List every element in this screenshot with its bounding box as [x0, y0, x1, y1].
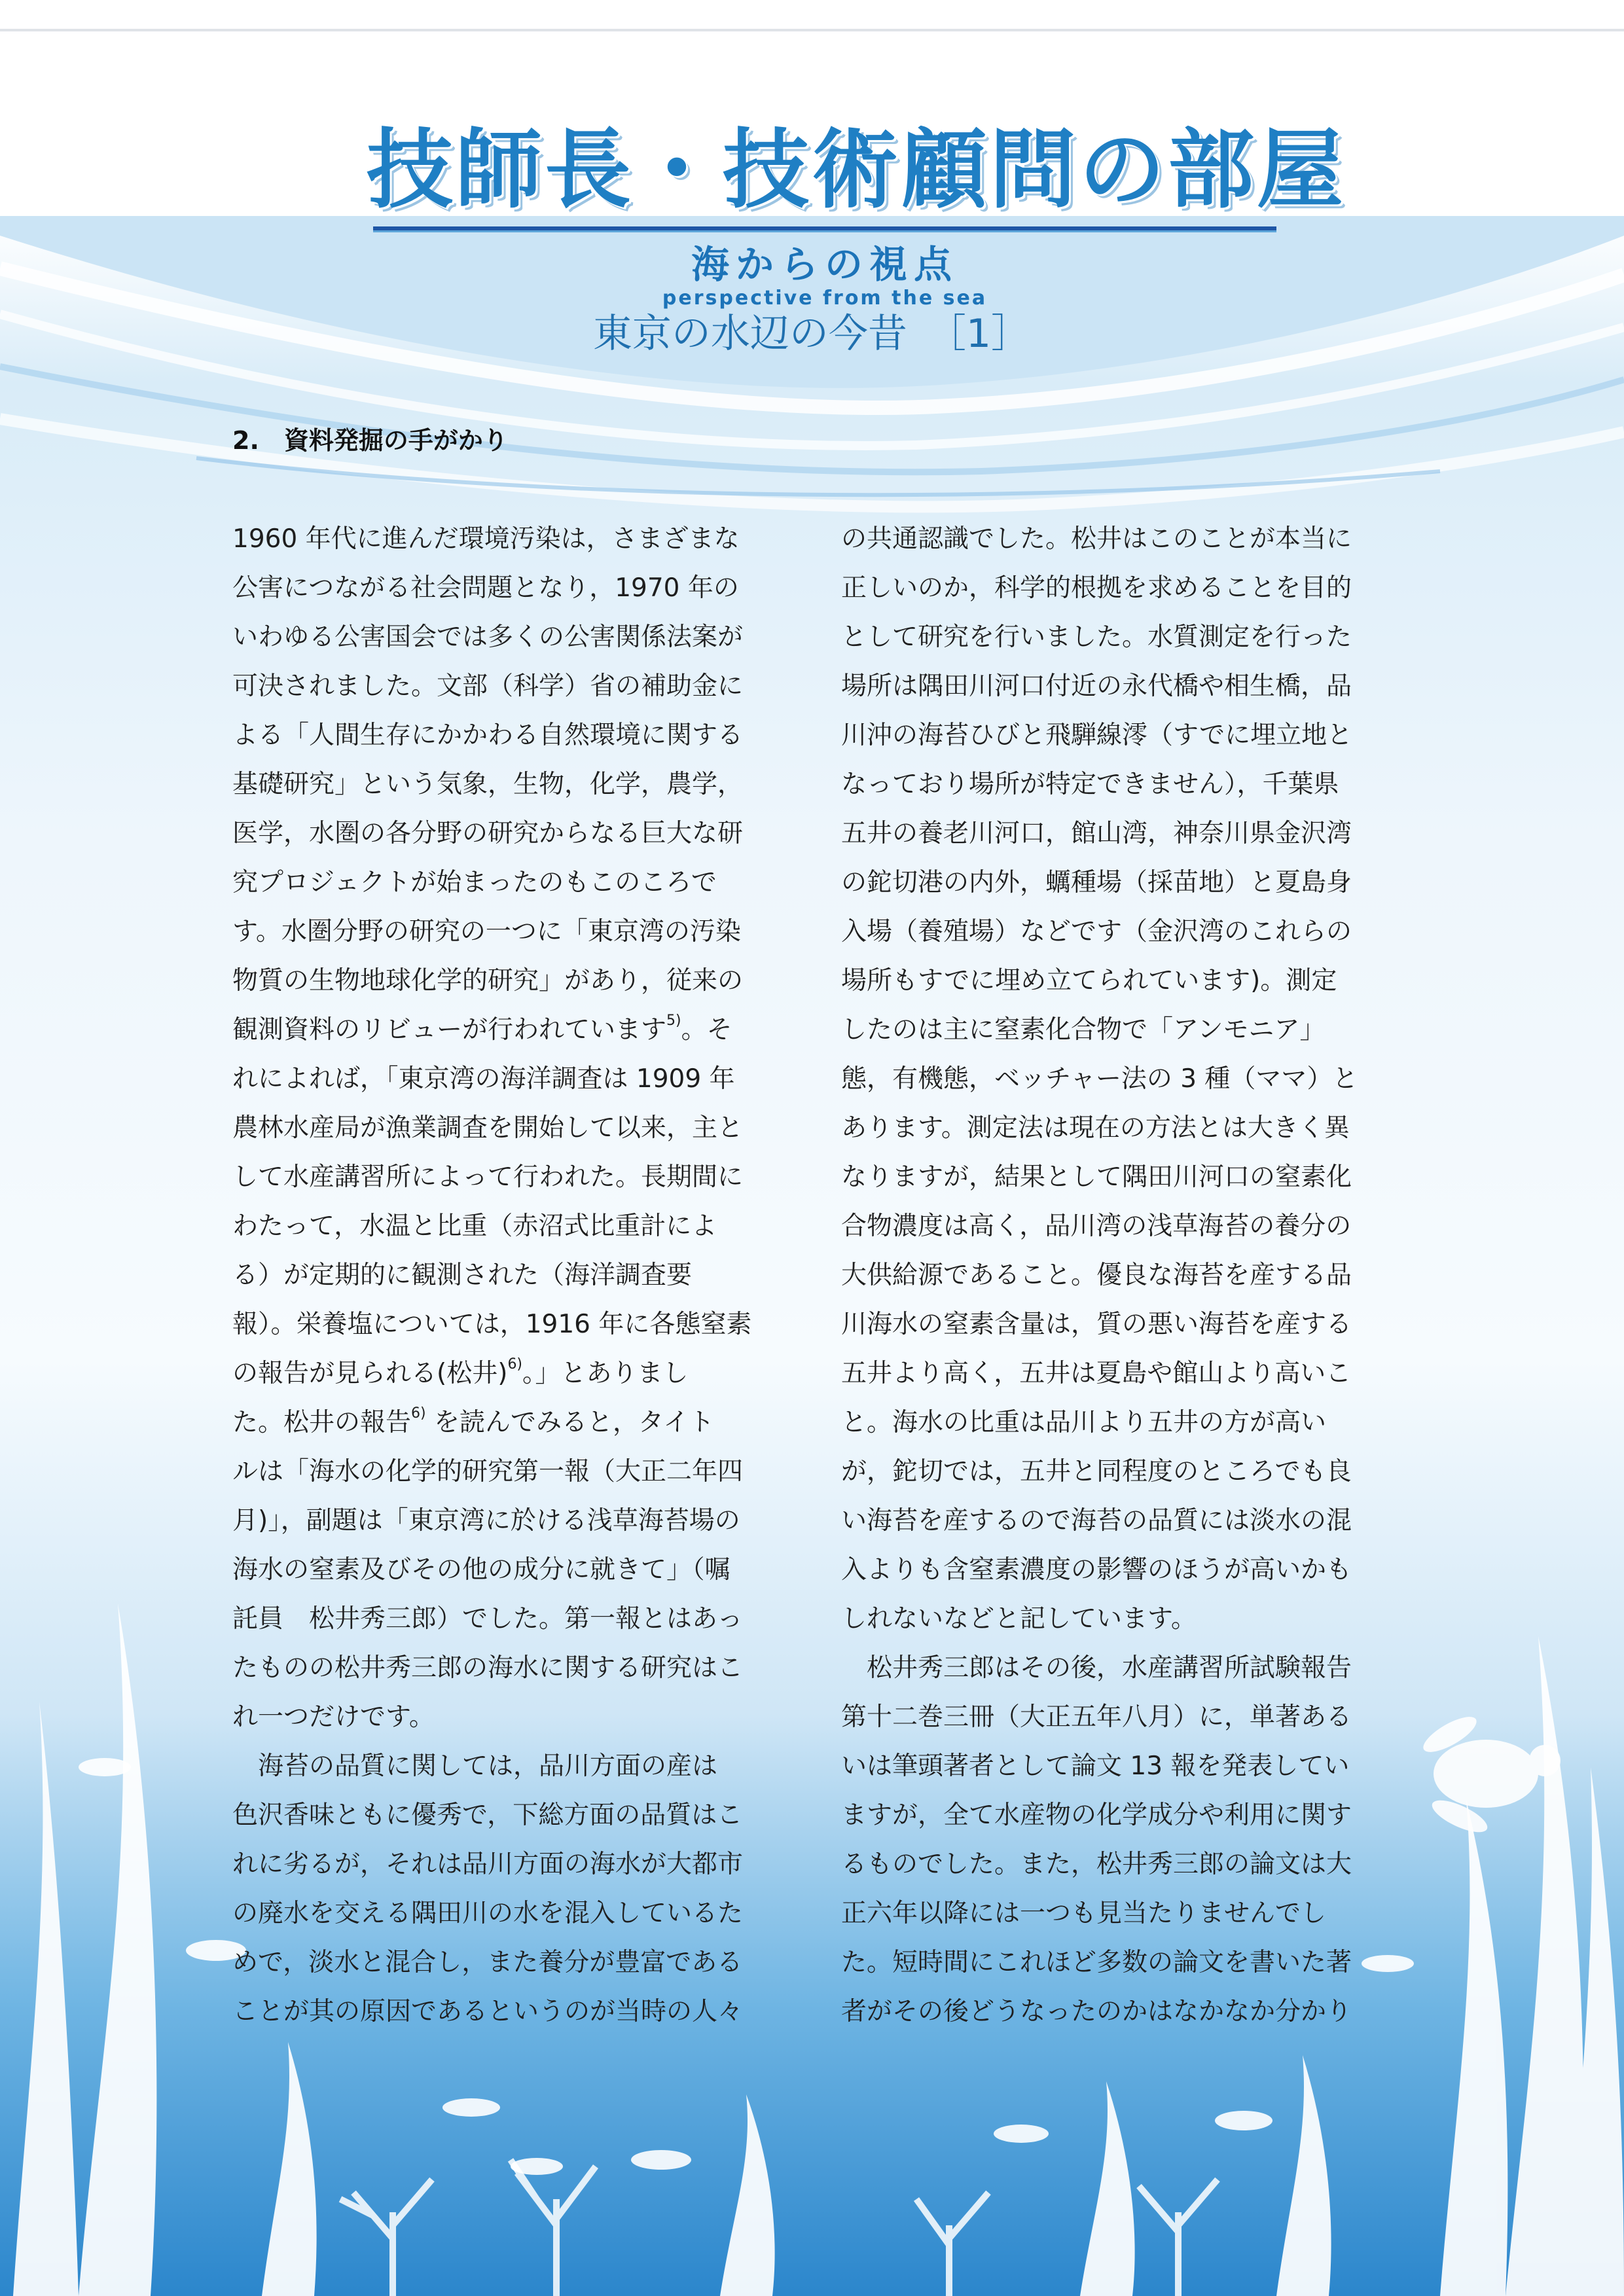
text-line: 五井より高く，五井は夏島や館山より高いこ: [841, 1359, 1352, 1388]
text-line: あります。測定法は現在の方法とは大きく異: [841, 1113, 1350, 1143]
text-line: めで，淡水と混合し，また養分が豊富である: [232, 1948, 743, 1977]
section-heading: 2. 資料発掘の手がかり: [232, 426, 508, 455]
text-line: したのは主に窒素化合物で「アンモニア」: [841, 1015, 1326, 1045]
text-line: の共通認識でした。松井はこのことが本当に: [841, 524, 1352, 554]
subtitle-english: perspective from the sea: [662, 287, 988, 310]
text-line: なっており場所が特定できません），千葉県: [841, 770, 1339, 799]
text-line: た。松井の報告$^{6)}$ を読んでみると，タイト: [232, 1405, 715, 1437]
text-line: 医学，水圏の各分野の研究からなる巨大な研: [232, 819, 744, 848]
text-line: いわゆる公害国会では多くの公害関係法案が: [232, 622, 744, 652]
series-title: 東京の水辺の今昔 ［1］: [592, 311, 1031, 357]
text-line: しれないなどと記しています。: [841, 1604, 1197, 1634]
text-line: 松井秀三郎はその後，水産講習所試験報告: [841, 1653, 1352, 1683]
text-column-left: [232, 514, 782, 2036]
page-title: 技師長・技術顧問の部屋: [367, 120, 1346, 221]
text-line: たものの松井秀三郎の海水に関する研究はこ: [232, 1653, 744, 1683]
text-line: ルは「海水の化学的研究第一報（大正二年四: [232, 1457, 744, 1486]
text-line: として研究を行いました。水質測定を行った: [841, 622, 1352, 652]
text-line: 観測資料のリビューが行われています$^{5)}$。そ: [232, 1013, 732, 1045]
text-line: 川海水の窒素含量は，質の悪い海苔を産する: [841, 1310, 1352, 1339]
reference-marker: 6): [411, 1405, 426, 1422]
reference-marker: 6): [507, 1356, 523, 1372]
text-line: 物質の生物地球化学的研究」があり，従来の: [232, 966, 744, 996]
text-line: 正しいのか，科学的根拠を求めることを目的: [841, 573, 1352, 603]
text-line: 合物濃度は高く，品川湾の浅草海苔の養分の: [841, 1211, 1352, 1241]
text-line: して水産講習所によって行われた。長期間に: [232, 1162, 744, 1192]
text-line: 公害につながる社会問題となり，1970 年の: [232, 573, 739, 603]
masthead: [367, 118, 1346, 310]
subtitle: 海からの視点: [691, 242, 958, 287]
text-line: の廃水を交える隅田川の水を混入しているた: [232, 1899, 744, 1928]
text-line: い海苔を産するので海苔の品質には淡水の混: [841, 1506, 1352, 1535]
text-line: と。海水の比重は品川より五井の方が高い: [841, 1408, 1327, 1437]
text-column-right: [841, 514, 1391, 2036]
text-line: 報）。栄養塩については，1916 年に各態窒素: [232, 1310, 752, 1339]
text-line: わたって，水温と比重（赤沼式比重計によ: [232, 1211, 717, 1241]
text-line: 場所もすでに埋め立てられています)。測定: [841, 966, 1337, 996]
top-border: [0, 29, 1624, 31]
text-line: るものでした。また，松井秀三郎の論文は大: [841, 1850, 1352, 1879]
text-line: 態，有機態，ベッチャー法の 3 種（ママ）と: [841, 1064, 1358, 1094]
text-line: 農林水産局が漁業調査を開始して以来，主と: [232, 1113, 744, 1143]
text-line: 第十二巻三冊（大正五年八月）に，単著ある: [841, 1702, 1352, 1732]
text-line: 川沖の海苔ひびと飛騨線澪（すでに埋立地と: [841, 721, 1353, 750]
text-line: 色沢香味ともに優秀で，下総方面の品質はこ: [232, 1801, 743, 1830]
text-line: 大供給源であること。優良な海苔を産する品: [841, 1261, 1352, 1290]
text-line: れ一つだけです。: [232, 1702, 435, 1732]
text-line: る）が定期的に観測された（海洋調査要: [232, 1261, 693, 1290]
text-line: 究プロジェクトが始まったのもこのころで: [232, 868, 717, 897]
text-line: 月)」，副題は「東京湾に於ける浅草海苔場の: [232, 1506, 740, 1535]
text-line: ますが，全て水産物の化学成分や利用に関す: [841, 1801, 1352, 1830]
text-line: 正六年以降には一つも見当たりませんでし: [841, 1899, 1327, 1928]
text-line: 入場（養殖場）などです（金沢湾のこれらの: [841, 917, 1352, 946]
text-line: れに劣るが，それは品川方面の海水が大都市: [232, 1850, 744, 1879]
reference-marker: 5): [666, 1013, 681, 1029]
text-line: 1960 年代に進んだ環境汚染は，さまざまな: [232, 524, 740, 554]
text-line: の鉈切港の内外，蠣種場（採苗地）と夏島身: [841, 868, 1352, 897]
text-line: 五井の養老川河口，館山湾，神奈川県金沢湾: [841, 819, 1352, 848]
text-line: た。短時間にこれほど多数の論文を書いた著: [841, 1948, 1352, 1977]
text-line: す。水圏分野の研究の一つに「東京湾の汚染: [232, 917, 741, 946]
text-line: 海水の窒素及びその他の成分に就きて」（嘱: [232, 1555, 731, 1585]
text-line: よる「人間生存にかかわる自然環境に関する: [232, 721, 744, 750]
text-line: 海苔の品質に関しては，品川方面の産は: [232, 1751, 718, 1781]
text-line: なりますが，結果として隅田川河口の窒素化: [841, 1162, 1352, 1192]
text-line: いは筆頭著者として論文 13 報を発表してい: [841, 1751, 1350, 1781]
text-line: 者がその後どうなったのかはなかなか分かり: [841, 1997, 1352, 2026]
text-line: ことが其の原因であるというのが当時の人々: [232, 1997, 744, 2026]
text-line: 可決されました。文部（科学）省の補助金に: [232, 672, 744, 701]
text-line: れによれば，「東京湾の海洋調査は 1909 年: [232, 1064, 735, 1094]
text-line: 入よりも含窒素濃度の影響のほうが高いかも: [841, 1555, 1352, 1585]
text-line: 基礎研究」という気象，生物，化学，農学，: [232, 770, 744, 799]
title-underline: [373, 226, 1276, 232]
text-line: 託員 松井秀三郎）でした。第一報とはあっ: [232, 1604, 743, 1634]
text-line: 場所は隅田川河口付近の永代橋や相生橋，品: [841, 672, 1352, 701]
text-line: の報告が見られる(松井)$^{6)}$。」とありまし: [232, 1356, 689, 1388]
text-line: が，鉈切では，五井と同程度のところでも良: [841, 1457, 1352, 1486]
